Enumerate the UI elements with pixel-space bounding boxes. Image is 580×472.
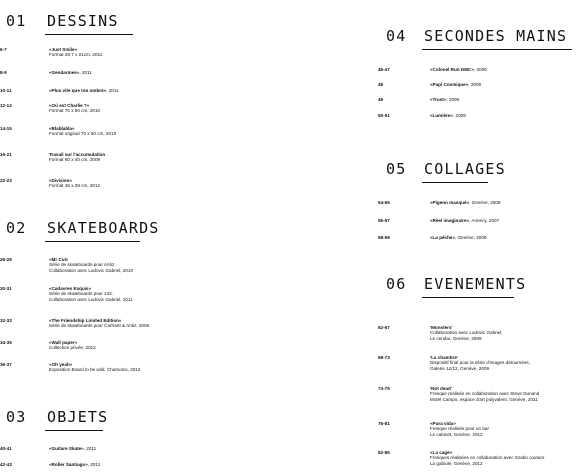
section-title: OBJETS [47,408,109,426]
entry-title: «Cadavres Exquis» [49,286,92,291]
entry-title: «Gendarmes», 2011 [49,70,92,75]
page-range: 16-21 [0,152,12,157]
entry-title: «Lumière», 2009 [430,113,466,118]
page-range: 42-43 [0,462,12,467]
entry-title: «Colonel Run DMC», 2009 [430,67,487,72]
section-title: SECONDES MAINS [424,27,568,45]
entry-detail: Collection privée, 2012 [49,345,96,351]
entry-detail: Le cendar, Genève, 2009 [430,335,482,341]
page-range: 8-9 [0,70,7,75]
entry-title: «Just Smile» [49,47,78,52]
page-range: 49 [378,97,384,102]
page-range: 54-55 [378,200,390,205]
entry-title: «Mr Cul» [49,257,69,262]
page-range: 76-81 [378,421,390,426]
entry-detail: Collaboration avec Ludovic Gabriel, 2011 [49,296,133,302]
page-range: 48 [378,82,384,87]
page-range: 30-31 [0,286,12,291]
entry-title: «Blablabla» [49,126,75,131]
section-underline [45,34,133,35]
page-range: 56-57 [378,218,390,223]
page-range: 32-33 [0,318,12,323]
entry-title: «Roller Santiago», 2011 [49,462,101,467]
entry-detail: Format 70 x 50 cm, 2010 [49,108,101,114]
page-range: 12-13 [0,103,12,108]
page-range: 6-7 [0,47,7,52]
entry-title: «Oh yeah» [49,362,73,367]
entry-title: Travail sur l'accumulation [49,152,106,157]
page-range: 14-15 [0,126,12,131]
entry-title: 'Monsters' [430,325,453,330]
entry-detail: Format 29,7 x 21cm, 2011 [49,52,103,58]
entry-detail: Série de skateboards pour Antiz. [49,262,116,268]
section-underline [422,182,488,183]
page-range: 46-47 [378,67,390,72]
entry-title: «Pura vida» [430,421,456,426]
page-range: 40-41 [0,446,12,451]
entry-title: «The Friendship Limited Edition» [49,318,122,323]
entry-detail: Galerie 12/12, Genève, 2009 [430,365,489,371]
entry-detail: Format original 70 x 50 cm, 2010 [49,131,117,137]
entry-title: «La pêche», Genève, 2009 [430,235,487,240]
page-range: 62-67 [378,325,390,330]
entry-title: «Papi Cosmique», 2009 [430,82,482,87]
entry-detail: Format 46 x 28 cm, 2012 [49,183,101,189]
entry-title: 'La chambre' [430,355,458,360]
page-range: 74-75 [378,386,390,391]
section-number: 02 [6,219,27,237]
page-range: 10-11 [0,88,12,93]
entry-detail: Collaboration avec Ludovic Gabriel, [430,330,503,336]
entry-title: «La cage» [430,450,453,455]
entry-detail: Fresque réalisée pour un bar [430,426,489,432]
page-range: 58-59 [378,235,390,240]
entry-detail: Exposition Board to be wild, Chamonix, 2012 [49,367,141,373]
section-underline [45,241,140,242]
entry-title: 'Not dead' [430,386,452,391]
entry-title: «Trust», 2009 [430,97,460,102]
section-underline [422,49,572,50]
section-underline [45,430,103,431]
entry-detail: Motel Campo, espace d'art polyvalent, Genève, 2011 [430,396,538,402]
entry-title: «Wall paper» [49,340,78,345]
page-range: 22-23 [0,178,12,183]
entry-title: «Où est Charlie ?» [49,103,90,108]
page-range: 68-73 [378,355,390,360]
entry-detail: Fresque réalisée en collaboration avec Steve Dunand [430,391,540,397]
section-number: 03 [6,408,27,426]
section-title: SKATEBOARDS [47,219,160,237]
entry-detail: Le cabinet, Genève, 2012 [430,431,483,437]
entry-detail: Dispositif final pour la série d'images détournées, [430,360,530,366]
section-number: 05 [386,160,407,178]
entry-detail: Série de skateboards pour Carhartt & Antiz, 2006 [49,323,150,329]
entry-title: «Division» [49,178,72,183]
section-title: EVENEMENTS [424,275,527,293]
section-number: 04 [386,27,407,45]
page-range: 36-37 [0,362,12,367]
entry-title: «Réel imaginaire», Annecy, 2007 [430,218,500,223]
entry-detail: Fresques réalisées en collaboration avec Szabo couture [430,455,545,461]
entry-detail: Collaboration avec Ludovic Gabriel, 2010 [49,267,134,273]
page-range: 50-51 [378,113,390,118]
section-title: DESSINS [47,12,119,30]
entry-title: «Plus vite que ton ombre», 2011 [49,88,119,93]
entry-detail: Série de skateboards pour 242. [49,291,114,297]
section-number: 06 [386,275,407,293]
entry-detail: Format 60 x 40 cm, 2009 [49,157,101,163]
section-title: COLLAGES [424,160,506,178]
entry-title: «Guitare Skate», 2011 [49,446,97,451]
page-range: 82-85 [378,450,390,455]
page-range: 34-35 [0,340,12,345]
section-number: 01 [6,12,27,30]
section-underline [422,297,514,298]
entry-title: «Pigeon masqué», Genève, 2009 [430,200,501,205]
entry-detail: La gabiule, Genève, 2012 [430,460,483,466]
page-range: 26-29 [0,257,12,262]
